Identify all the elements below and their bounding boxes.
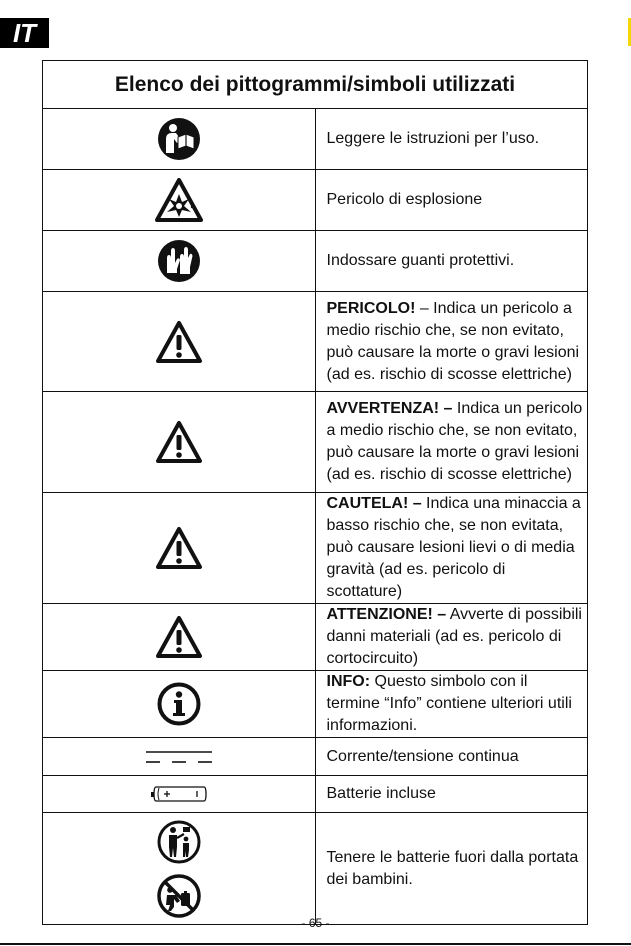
row-text: Questo simbolo con il termine “Info” contiene ulteriori utili informazioni. — [326, 673, 572, 734]
table-row — [43, 604, 588, 671]
page-number: - 65 - — [301, 916, 330, 930]
table-row — [43, 392, 588, 493]
row-text: Corrente/tensione continua — [326, 747, 519, 765]
row-text: Avverte di possibili danni materiali (ad es. pericolo di cortocircuito) — [326, 606, 582, 667]
table-row — [43, 170, 588, 231]
row-lead: AVVERTENZA! – — [326, 400, 453, 417]
read-manual-icon — [157, 117, 201, 161]
row-text: Batterie incluse — [326, 785, 436, 802]
symbols-table — [42, 60, 588, 925]
table-row — [43, 292, 588, 392]
table-row — [43, 493, 588, 604]
warning-triangle-icon — [155, 320, 203, 364]
keep-away-from-children-icon — [156, 817, 202, 921]
table-row — [43, 231, 588, 292]
row-text: Pericolo di esplosione — [326, 191, 483, 208]
language-badge: IT — [0, 18, 49, 48]
row-text: – Indica un pericolo a medio rischio che, se non evitato, può causare la morte o gravi lesioni (ad es. rischio di scosse elettriche) — [326, 299, 580, 383]
row-text: Tenere le batterie fuori dalla portata dei bambini. — [326, 848, 579, 888]
table-row — [43, 738, 588, 776]
warning-triangle-icon — [155, 526, 203, 570]
battery-icon — [150, 784, 208, 804]
row-text: Indica un pericolo a medio rischio che, se non evitato, può causare la morte o gravi lesioni (ad es. rischio di scosse elettriche) — [326, 400, 583, 483]
table-title: Elenco dei pittogrammi/simboli utilizzati — [43, 61, 588, 109]
table-row — [43, 776, 588, 813]
row-text: Indica una minaccia a basso rischio che, se non evitata, può causare lesioni lievi o di media gravità (ad es. pericolo di scottature) — [326, 495, 581, 600]
row-text: Indossare guanti protettivi. — [326, 252, 515, 269]
row-text: Leggere le istruzioni per l’uso. — [326, 130, 540, 147]
bottom-rule — [0, 943, 631, 945]
direct-current-icon — [144, 745, 214, 769]
warning-triangle-icon — [155, 420, 203, 464]
table-row — [43, 813, 588, 925]
table-row — [43, 671, 588, 738]
protective-gloves-icon — [157, 239, 201, 283]
row-lead: PERICOLO! — [326, 299, 416, 317]
explosion-hazard-icon — [155, 178, 203, 222]
row-lead: INFO: — [326, 673, 371, 690]
info-icon — [157, 682, 201, 726]
row-lead: ATTENZIONE! – — [326, 606, 447, 623]
row-lead: CAUTELA! – — [326, 495, 422, 512]
table-row — [43, 109, 588, 170]
warning-triangle-icon — [155, 615, 203, 659]
